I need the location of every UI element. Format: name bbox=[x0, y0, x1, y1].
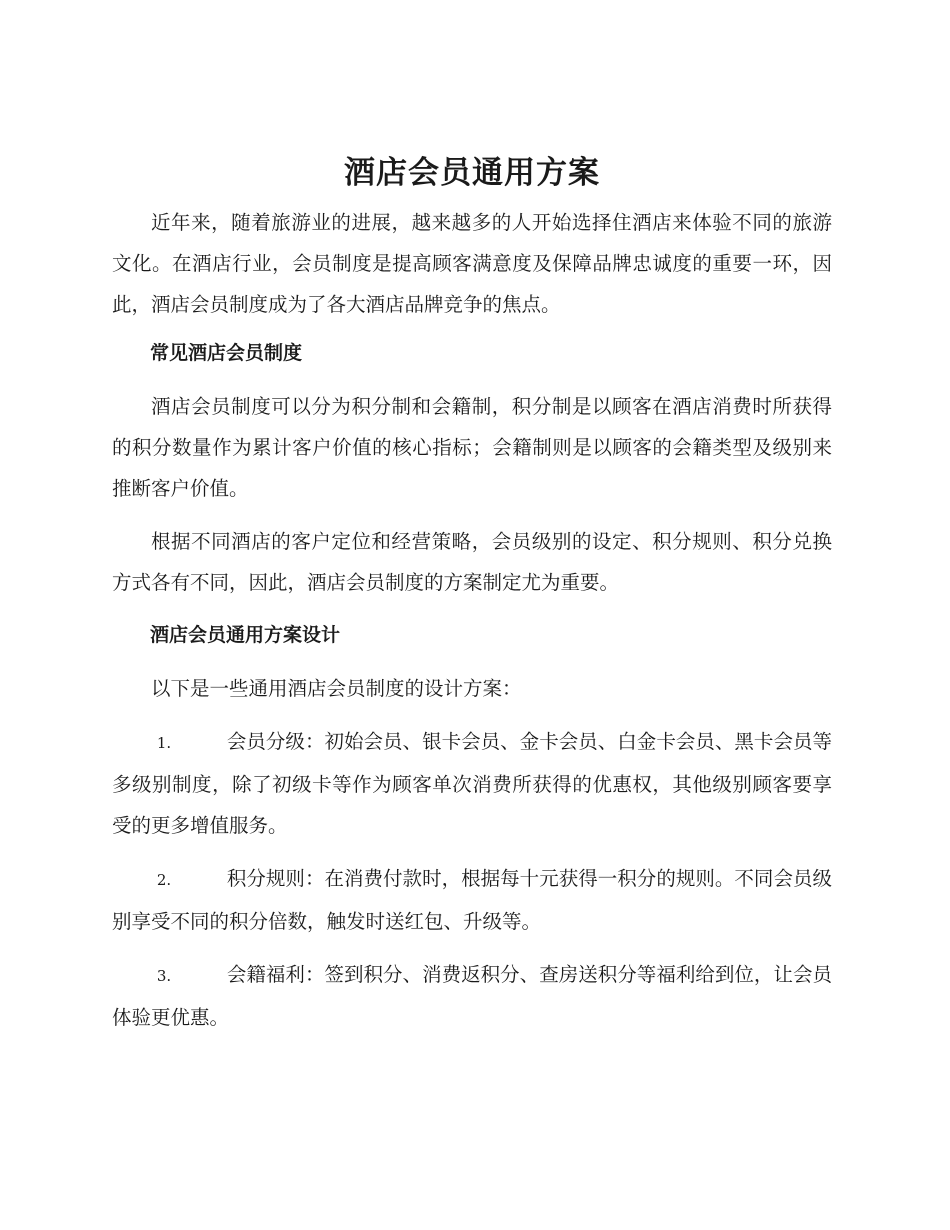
intro-paragraph: 近年来，随着旅游业的进展，越来越多的人开始选择住酒店来体验不同的旅游文化。在酒店行业，会员制度是提高顾客满意度及保障品牌忠诚度的重要一环，因此，酒店会员制度成为了各大酒店品牌竞争的焦点。 bbox=[112, 211, 832, 316]
list-item bbox=[112, 721, 832, 846]
document-title: 酒店会员通用方案 bbox=[344, 155, 600, 191]
list-item bbox=[112, 858, 832, 942]
list-item-text: 积分规则：在消费付款时，根据每十元获得一积分的规则。不同会员级别享受不同的积分倍数，触发时送红包、升级等。 bbox=[112, 867, 832, 933]
document-page bbox=[112, 150, 832, 1050]
list-item-text: 会籍福利：签到积分、消费返积分、查房送积分等福利给到位，让会员体验更优惠。 bbox=[112, 963, 832, 1029]
list-number: 3. bbox=[156, 967, 172, 985]
section-heading-design: 酒店会员通用方案设计 bbox=[150, 624, 341, 646]
list-number: 2. bbox=[156, 871, 172, 889]
section-heading-common-systems: 常见酒店会员制度 bbox=[150, 342, 303, 364]
list-number: 1. bbox=[156, 734, 172, 752]
list-item-text: 会员分级：初始会员、银卡会员、金卡会员、白金卡会员、黑卡会员等多级别制度，除了初级卡等作为顾客单次消费所获得的优惠权，其他级别顾客要享受的更多增值服务。 bbox=[112, 730, 832, 837]
lead-paragraph: 以下是一些通用酒店会员制度的设计方案： bbox=[151, 677, 522, 700]
body-paragraph: 根据不同酒店的客户定位和经营策略，会员级别的设定、积分规则、积分兑换方式各有不同，因此，酒店会员制度的方案制定尤为重要。 bbox=[112, 530, 832, 594]
list-item bbox=[112, 954, 832, 1038]
body-paragraph: 酒店会员制度可以分为积分制和会籍制，积分制是以顾客在酒店消费时所获得的积分数量作为累计客户价值的核心指标；会籍制则是以顾客的会籍类型及级别来推断客户价值。 bbox=[112, 395, 832, 500]
